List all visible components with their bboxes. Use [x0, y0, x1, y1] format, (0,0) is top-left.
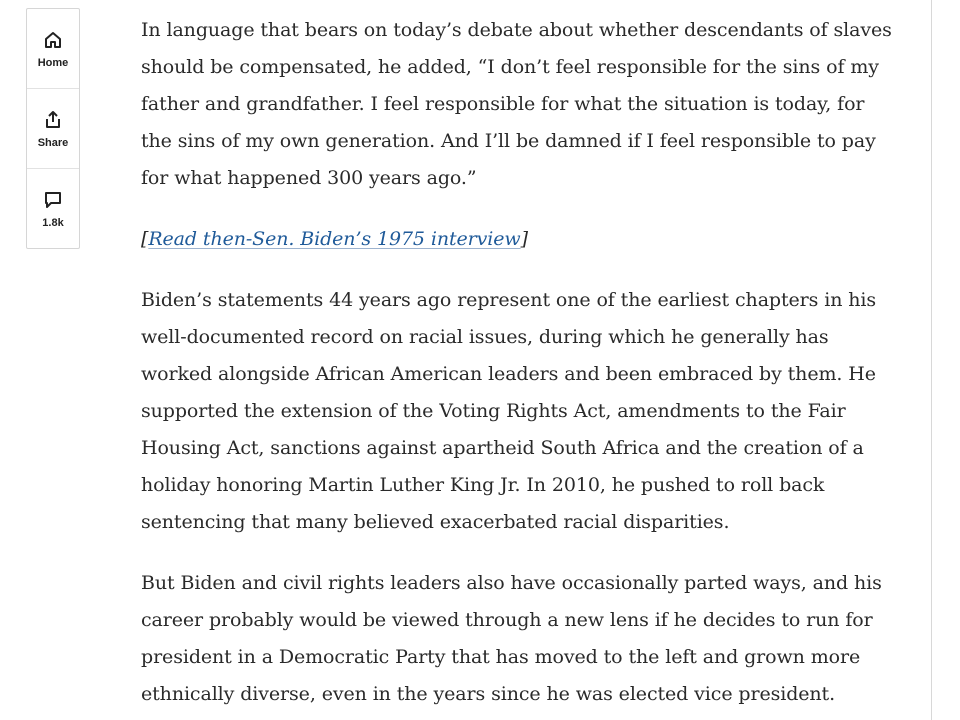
comments-button[interactable]	[27, 169, 79, 248]
article-paragraph: Biden’s statements 44 years ago represent one of the earliest chapters in his well-documented record on racial issues, during which he generally has worked alongside African American leaders and been embraced by them. He supported the extension of the Voting Rights Act, amendments to the Fair Housing Act, sanctions against apartheid South Africa and the creation of a holiday honoring Martin Luther King Jr. In 2010, he pushed to roll back sentencing that many believed exacerbated racial disparities.	[141, 289, 877, 533]
home-button[interactable]	[27, 9, 79, 89]
share-label: Share	[37, 136, 69, 149]
comment-icon	[42, 189, 64, 211]
article-paragraph: But Biden and civil rights leaders also have occasionally parted ways, and his career probably would be viewed through a new lens if he decides to run for president in a Democratic Party that has moved to the left and grown more ethnically diverse, even in the years since he was elected vice president.	[141, 572, 882, 705]
article-paragraph: In language that bears on today’s debate about whether descendants of slaves should be compensated, he added, “I don’t feel responsible for the sins of my father and grandfather. I feel responsible for what the situation is today, for the sins of my own generation. And I’ll be damned if I feel responsible to pay for what happened 300 years ago.”	[141, 19, 892, 189]
read-interview-link[interactable]: Read then-Sen. Biden’s 1975 interview	[148, 228, 521, 250]
home-label: Home	[37, 56, 69, 69]
related-link-paragraph	[141, 221, 901, 258]
link-close-bracket: ]	[520, 228, 528, 250]
share-button[interactable]	[27, 89, 79, 169]
link-open-bracket: [	[141, 228, 149, 250]
article-body	[141, 12, 901, 720]
share-icon	[42, 109, 64, 131]
home-icon	[42, 29, 64, 51]
article-action-sidebar	[26, 8, 80, 249]
comment-count: 1.8k	[42, 216, 64, 229]
